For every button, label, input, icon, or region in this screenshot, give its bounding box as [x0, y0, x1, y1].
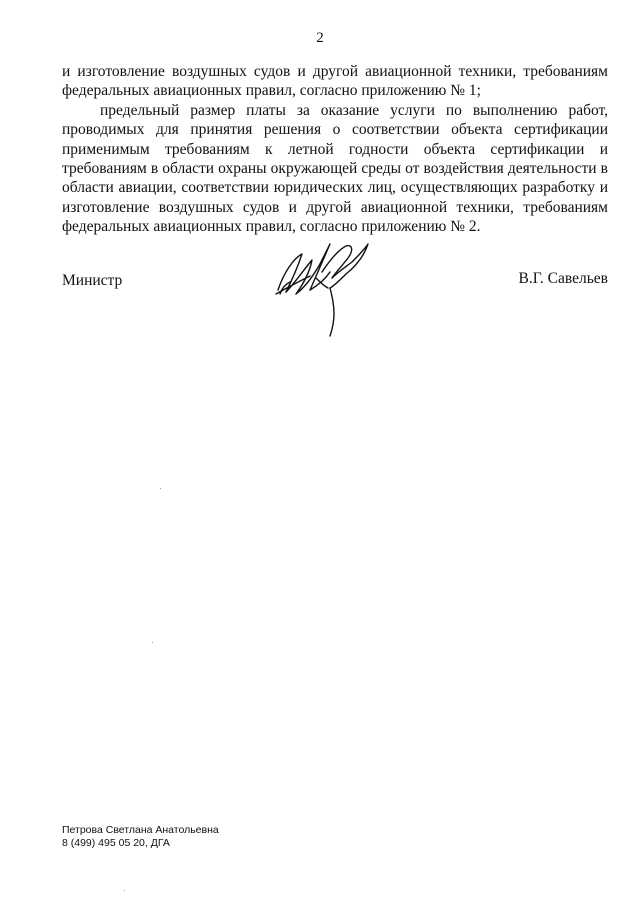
contact-phone: 8 (499) 495 05 20, ДГА	[62, 837, 170, 849]
scan-speck	[160, 488, 161, 489]
paragraph-2: предельный размер платы за оказание услуги по выполнению работ, проводимых для принятия решения о соответствии объекта сертификации применимым требованиям к летной годности объекта сертификации и требованиям в области охраны окружающей среды от воздействия деятельности в области авиации, соответствии юридических лиц, осуществляющих разработку и изготовление воздушных судов и другой авиационной техники, требованиям федеральных авиационных правил, согласно приложению № 2.	[62, 101, 608, 236]
contact-name: Петрова Светлана Анатольевна	[62, 824, 219, 836]
contact-block	[62, 824, 219, 850]
body-text	[62, 62, 608, 237]
signatory-name: В.Г. Савельев	[518, 270, 608, 287]
scan-speck	[152, 642, 153, 643]
paragraph-1: и изготовление воздушных судов и другой авиационной техники, требованиям федеральных авиационных правил, согласно приложению № 1;	[62, 63, 608, 100]
scan-speck	[124, 890, 125, 891]
handwritten-signature	[272, 232, 382, 342]
signatory-title: Министр	[62, 272, 123, 289]
page-number: 2	[316, 30, 324, 46]
